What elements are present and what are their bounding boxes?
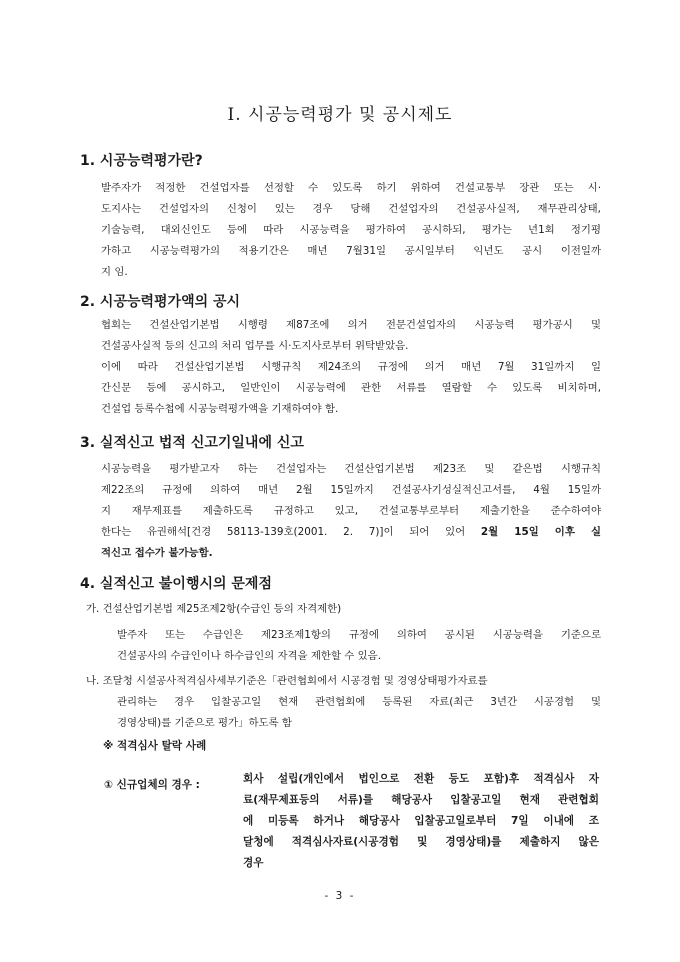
item-ga-label: 가. 건설산업기본법 제25조제2항(수급인 등의 자격제한) (86, 603, 342, 615)
body-line: 지 임. (101, 266, 128, 278)
section-heading-2: 2. 시공능력평가액의 공시 (80, 294, 241, 310)
body-line: 건설공사의 수급인이나 하수급인의 자격을 제한할 수 있음. (117, 650, 382, 662)
body-line: 기술능력, 대외신인도 등에 따라 시공능력을 평가하여 공시하되, 평가는 년1회 정기평 (101, 224, 601, 236)
body-line-text: 한다는 유권해석[건경 58113-139호(2001. 2. 7)]이 되어 있어 (101, 526, 481, 538)
body-line: 관리하는 경우 입찰공고일 현재 관련협회에 등록된 자료(최근 3년간 시공경험 및 (117, 696, 601, 708)
section-3-body (101, 459, 601, 564)
case-line: 달청에 적격심사자료(시공경험 및 경영상태)를 제출하지 않은 (243, 836, 599, 848)
body-line: 가하고 시공능력평가의 적용기간은 매년 7월31일 공시일부터 익년도 공시 이전일까 (101, 245, 601, 257)
body-line: 이에 따라 건설산업기본법 시행규칙 제24조의 규정에 의거 매년 7월 31일까지 일 (101, 361, 601, 373)
body-line: 발주자가 적정한 건설업자를 선정할 수 있도록 하기 위하여 건설교통부 장관 또는 시· (101, 182, 601, 194)
case-label: ① 신규업체의 경우 : (104, 779, 200, 791)
body-line: 건설업 등록수첩에 시공능력평가액을 기재하여야 함. (101, 403, 339, 415)
section-heading-4: 4. 실적신고 불이행시의 문제점 (80, 576, 272, 592)
body-line: 도지사는 건설업자의 신청이 있는 경우 당해 건설업자의 건설공사실적, 재무관리상태, (101, 203, 601, 215)
body-line: 협회는 건설산업기본법 시행령 제87조에 의거 전문건설업자의 시공능력 평가공시 및 (101, 319, 601, 331)
body-line: 지 재무제표를 제출하도록 규정하고 있고, 건설교통부로부터 제출기한을 준수하여야 (101, 505, 601, 517)
item-na-body (117, 692, 601, 734)
section-1-body (101, 178, 601, 283)
deadline-emphasis: 2월 15일 이후 실 (480, 526, 601, 538)
page-title: I. 시공능력평가 및 공시제도 (227, 105, 453, 125)
item-na-label: 나. 조달청 시설공사적격심사세부기준은「관련협회에서 시공경험 및 경영상태평가자료를 (86, 675, 488, 687)
section-heading-1: 1. 시공능력평가란? (80, 153, 203, 169)
case-line: 경우 (243, 857, 264, 869)
body-line-mixed (101, 522, 601, 543)
body-line: 건설공사실적 등의 신고의 처리 업무를 시·도지사로부터 위탁받았음. (101, 340, 409, 352)
body-line-bold: 적신고 접수가 불가능함. (101, 547, 213, 559)
case-line: 료(재무제표등의 서류)를 해당공사 입찰공고일 현재 관련협회 (243, 794, 599, 806)
case-body (243, 769, 599, 874)
body-line: 경영상태)를 기준으로 평가」하도록 함 (117, 717, 292, 729)
body-line: 발주자 또는 수급인은 제23조제1항의 규정에 의하여 공시된 시공능력을 기준으로 (117, 629, 601, 641)
page-number: - 3 - (324, 890, 356, 902)
case-line: 에 미등록 하거나 해당공사 입찰공고일로부터 7일 이내에 조 (243, 815, 599, 827)
case-line: 회사 설립(개인에서 법인으로 전환 등도 포함)후 적격심사 자 (243, 773, 599, 785)
case-note-heading: ※ 적격심사 탈락 사례 (103, 740, 207, 752)
body-line: 시공능력을 평가받고자 하는 건설업자는 건설산업기본법 제23조 및 같은법 시행규칙 (101, 463, 601, 475)
section-2-body (101, 315, 601, 420)
section-heading-3: 3. 실적신고 법적 신고기일내에 신고 (80, 435, 304, 451)
item-ga-body (117, 625, 601, 667)
body-line: 제22조의 규정에 의하여 매년 2월 15일까지 건설공사기성실적신고서를, 4월 15일까 (101, 484, 601, 496)
body-line: 간신문 등에 공시하고, 일반인이 시공능력에 관한 서류를 열람할 수 있도록 비치하며, (101, 382, 601, 394)
